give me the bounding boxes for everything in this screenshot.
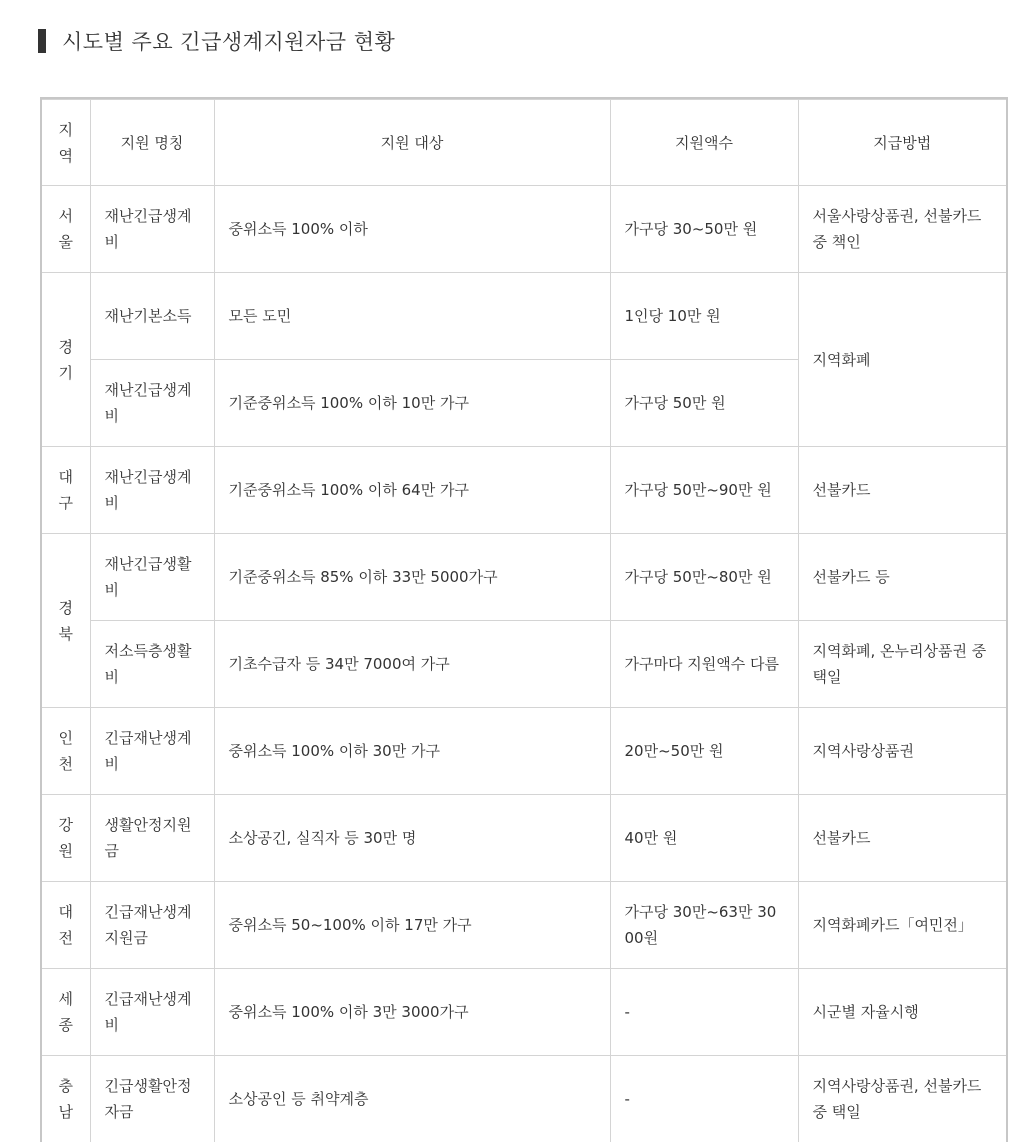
cell-method: 선불카드 — [798, 795, 1006, 882]
table-header-row — [42, 100, 1006, 186]
table-row — [42, 708, 1006, 795]
cell-target: 모든 도민 — [214, 273, 610, 360]
header-target: 지원 대상 — [214, 100, 610, 186]
cell-method: 지역화폐 — [798, 273, 1006, 447]
cell-amount: 20만~50만 원 — [610, 708, 798, 795]
table-row — [42, 186, 1006, 273]
cell-method: 지역사랑상품권 — [798, 708, 1006, 795]
cell-name: 재난긴급생활비 — [90, 534, 214, 621]
cell-method: 지역화폐카드「여민전」 — [798, 882, 1006, 969]
cell-method: 서울사랑상품권, 선불카드 중 책인 — [798, 186, 1006, 273]
cell-method: 선불카드 등 — [798, 534, 1006, 621]
section-heading — [38, 24, 395, 58]
table-row — [42, 534, 1006, 621]
cell-target: 기준중위소득 100% 이하 64만 가구 — [214, 447, 610, 534]
table-row — [42, 621, 1006, 708]
cell-amount: 40만 원 — [610, 795, 798, 882]
cell-region: 강원 — [42, 795, 90, 882]
cell-amount: 가구마다 지원액수 다름 — [610, 621, 798, 708]
cell-target: 기초수급자 등 34만 7000여 가구 — [214, 621, 610, 708]
support-fund-table — [40, 97, 1008, 1142]
cell-target: 기준중위소득 85% 이하 33만 5000가구 — [214, 534, 610, 621]
cell-method: 지역화폐, 온누리상품권 중 택일 — [798, 621, 1006, 708]
table-row — [42, 795, 1006, 882]
cell-amount: 가구당 50만 원 — [610, 360, 798, 447]
cell-name: 긴급재난생계비 — [90, 708, 214, 795]
cell-target: 중위소득 100% 이하 — [214, 186, 610, 273]
table-row — [42, 969, 1006, 1056]
cell-name: 재난긴급생계비 — [90, 447, 214, 534]
cell-amount: - — [610, 969, 798, 1056]
cell-name: 생활안정지원금 — [90, 795, 214, 882]
cell-method: 시군별 자율시행 — [798, 969, 1006, 1056]
cell-name: 긴급재난생계비 — [90, 969, 214, 1056]
cell-method: 지역사랑상품권, 선불카드 중 택일 — [798, 1056, 1006, 1143]
cell-method: 선불카드 — [798, 447, 1006, 534]
cell-name: 긴급재난생계지원금 — [90, 882, 214, 969]
cell-target: 소상공인 등 취약계층 — [214, 1056, 610, 1143]
cell-name: 재난긴급생계비 — [90, 360, 214, 447]
cell-region: 인천 — [42, 708, 90, 795]
heading-bar-icon — [38, 29, 46, 53]
cell-region: 경기 — [42, 273, 90, 447]
cell-amount: 가구당 30만~63만 3000원 — [610, 882, 798, 969]
header-method: 지급방법 — [798, 100, 1006, 186]
cell-region: 충남 — [42, 1056, 90, 1143]
header-amount: 지원액수 — [610, 100, 798, 186]
cell-name: 재난기본소득 — [90, 273, 214, 360]
cell-amount: 가구당 50만~90만 원 — [610, 447, 798, 534]
cell-target: 소상공긴, 실직자 등 30만 명 — [214, 795, 610, 882]
cell-target: 기준중위소득 100% 이하 10만 가구 — [214, 360, 610, 447]
cell-target: 중위소득 100% 이하 3만 3000가구 — [214, 969, 610, 1056]
cell-name: 저소득층생활비 — [90, 621, 214, 708]
cell-amount: - — [610, 1056, 798, 1143]
heading-title: 시도별 주요 긴급생계지원자금 현황 — [62, 30, 396, 54]
header-name: 지원 명칭 — [90, 100, 214, 186]
cell-amount: 가구당 30~50만 원 — [610, 186, 798, 273]
table-row — [42, 447, 1006, 534]
cell-target: 중위소득 100% 이하 30만 가구 — [214, 708, 610, 795]
cell-region: 세종 — [42, 969, 90, 1056]
table-row — [42, 1056, 1006, 1143]
table-row — [42, 882, 1006, 969]
cell-name: 긴급생활안정자금 — [90, 1056, 214, 1143]
table-row — [42, 273, 1006, 360]
cell-region: 대전 — [42, 882, 90, 969]
cell-region: 대구 — [42, 447, 90, 534]
cell-region: 경북 — [42, 534, 90, 708]
header-region: 지역 — [42, 100, 90, 186]
cell-region: 서울 — [42, 186, 90, 273]
cell-target: 중위소득 50~100% 이하 17만 가구 — [214, 882, 610, 969]
cell-amount: 가구당 50만~80만 원 — [610, 534, 798, 621]
cell-name: 재난긴급생계비 — [90, 186, 214, 273]
cell-amount: 1인당 10만 원 — [610, 273, 798, 360]
